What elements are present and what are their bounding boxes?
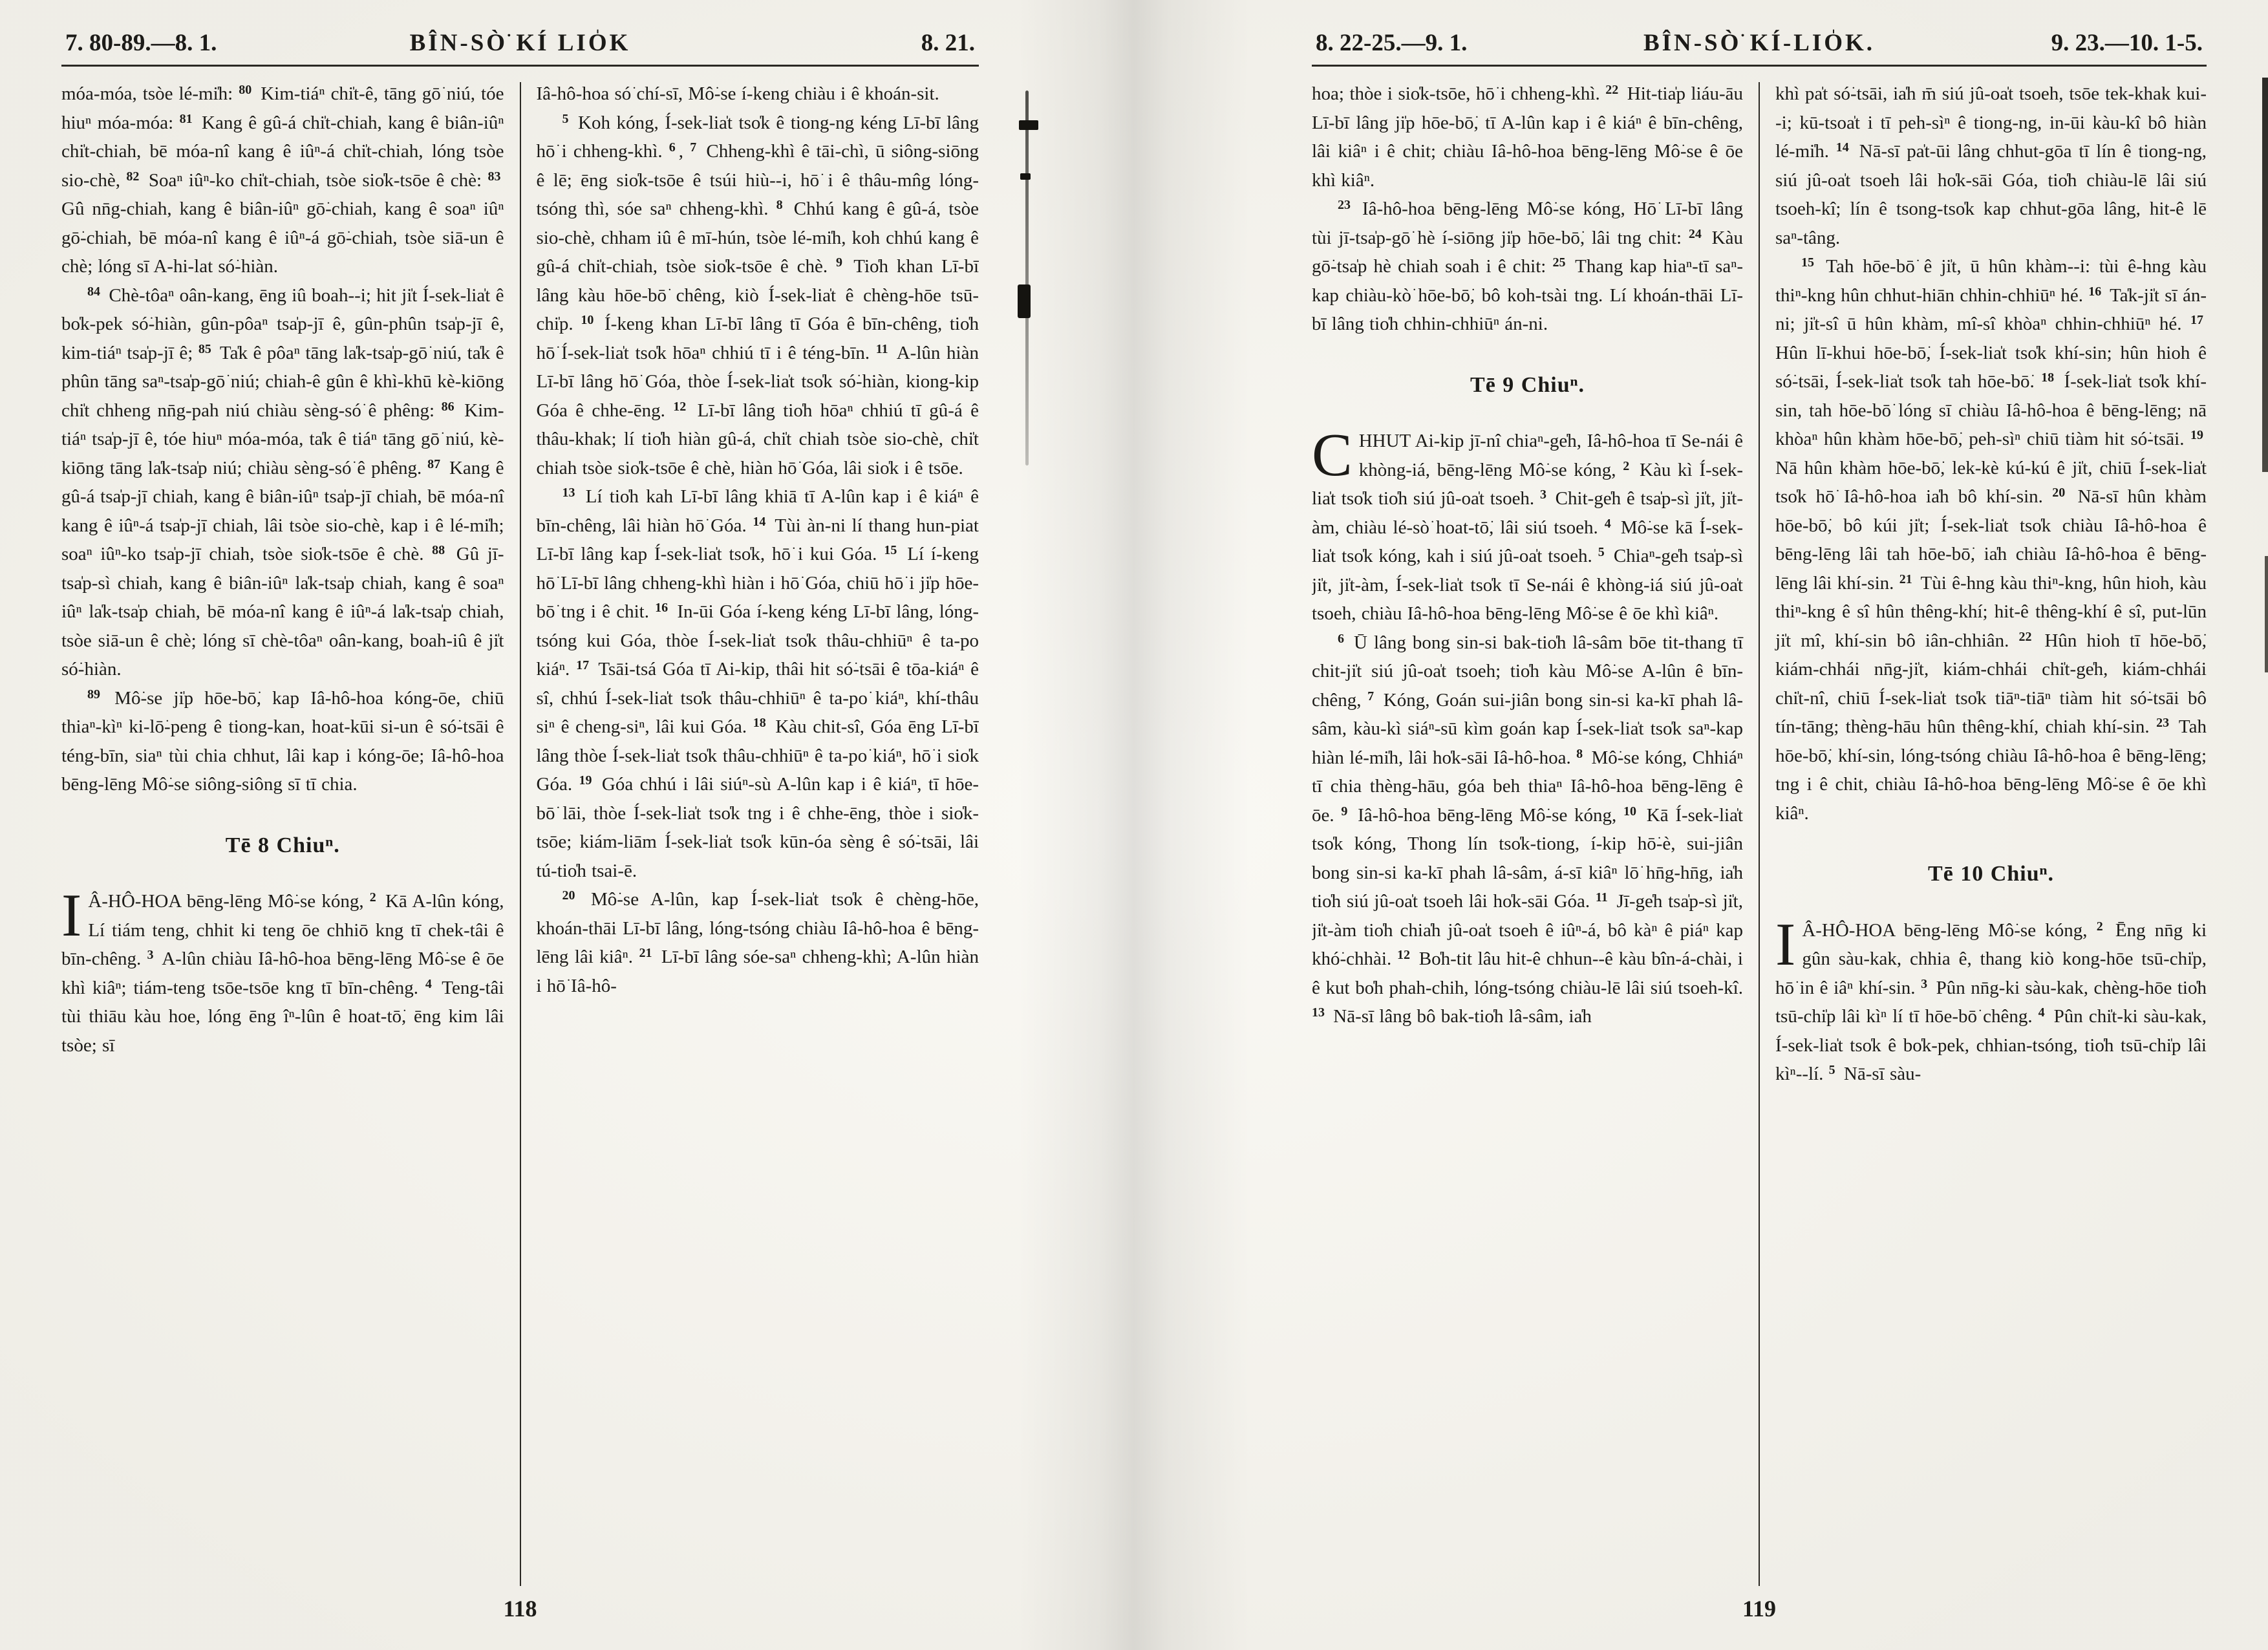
verse-number: 3	[1539, 488, 1546, 502]
chapter-heading: Tē 10 Chiuⁿ.	[1928, 862, 2054, 886]
page-body	[61, 80, 979, 1586]
scan-artifact	[1018, 284, 1031, 318]
binding-crease	[1025, 91, 1029, 466]
paragraph: $^{84}$ Chè-tôaⁿ oân-kang, ēng iû boah--i; hit ji̍t Í-sek-lia̍t ê bo̍k-pek só͘-hiàn, gûn-pôaⁿ tsa̍p-jī ê, gûn-phûn tsa̍p-jī ê, kim-tiáⁿ tsa̍p-jī ê; $^{85}$ Ta̍k ê pôaⁿ tāng la̍k-tsa̍p-gō͘ niú, ta̍k ê phûn tāng saⁿ-tsa̍p-gō͘ niú; chiah-ê gûn ê khì-khū kè-kiōng chi̍t chheng nn̄g-pah niú chiàu sèng-só͘ ê phêng: $^{86}$ Kim-tiáⁿ tsa̍p-jī ê, tóe hiuⁿ móa-móa, ta̍k ê tiáⁿ tāng gō͘ niú, kè-kiōng tāng la̍k-tsa̍p niú; chiàu sèng-só͘ ê phêng. $^{87}$ Kang ê gû-á tsa̍p-jī chiah, kang ê biân-iûⁿ tsa̍p-jī chiah, bē móa-nî kang ê iûⁿ-á tsa̍p-jī chiah, lâi tsòe sio-chè, kap i ê lé-mi̍h; soaⁿ iûⁿ-ko tsa̍p-jī chiah, tsòe sio̍k-tsōe ê chè. $^{88}$ Gû jī-tsa̍p-sì chiah, kang ê biân-iûⁿ la̍k-tsa̍p chiah, kang ê soaⁿ iûⁿ la̍k-tsa̍p chiah, bē móa-nî kang ê iûⁿ-á la̍k-tsa̍p chiah, tsòe siā-un ê chè; lóng sī chè-tôaⁿ oân-kang, boah-iû ê ji̍t só͘-hiàn.	[61, 284, 504, 680]
verse-number: 3	[1921, 976, 1928, 991]
paragraph: $^{20}$ Mô͘-se A-lûn, kap Í-sek-lia̍t tso̍k ê chèng-hōe, khoán-thāi Lī-bī lâng, lóng-tsóng chiàu Iâ-hô-hoa ê bēng-lēng lâi kiâⁿ. $^{21}$ Lī-bī lâng sóe-saⁿ chheng-khì; A-lûn hiàn i hō͘ Iâ-hô-	[536, 888, 979, 996]
text-column-left	[1312, 80, 1743, 1586]
verse-number: 20	[2052, 486, 2066, 500]
verse-number: 24	[1688, 226, 1702, 241]
verse-number: 8	[776, 198, 783, 212]
verse-number: 25	[1552, 255, 1566, 270]
verse-number: 23	[1338, 198, 1351, 212]
verse-number: 16	[2088, 284, 2102, 299]
verse-number: 6	[669, 140, 676, 155]
chapter-heading: Tē 8 Chiuⁿ.	[225, 833, 340, 857]
drop-cap: C	[1312, 422, 1353, 489]
verse-number: 14	[753, 514, 766, 529]
drop-cap: I	[61, 882, 82, 949]
verse-number: 9	[835, 255, 842, 270]
chapter-heading: Tē 9 Chiuⁿ.	[1470, 372, 1585, 397]
paragraph: $^{13}$ Lí tio̍h kah Lī-bī lâng khiā tī A-lûn kap i ê kiáⁿ ê bīn-chêng, lâi hiàn hō͘ Góa. $^{14}$ Tùi àn-ni lí thang hun-piat Lī-bī lâng kap Í-sek-lia̍t tso̍k, hō͘ i kui Góa. $^{15}$ Lí í-keng hō͘ Lī-bī lâng chheng-khì hiàn i hō͘ Góa, chiū hō͘ i ji̍p hōe-bō͘ tng i ê chit. $^{16}$ In-ūi Góa í-keng kéng Lī-bī lâng, lóng-tsóng kui Góa, thòe Í-sek-lia̍t tso̍k thâu-chhiūⁿ ê ta-po͘ kiáⁿ. $^{17}$ Tsāi-tsá Góa tī Ai-kip, thâi hit só͘-tsāi ê tōa-kiáⁿ ê sî, chhú Í-sek-lia̍t tso̍k thâu-chhiūⁿ ê ta-po͘ kiáⁿ, khí-thâu siⁿ ê cheng-siⁿ, lâi kui Góa. $^{18}$ Kàu chit-sî, Góa ēng Lī-bī lâng thòe Í-sek-lia̍t tso̍k thâu-chhiūⁿ ê ta-po͘ kiáⁿ, hō͘ i sio̍k Góa. $^{19}$ Góa chhú i lâi siúⁿ-sù A-lûn kap i ê kiáⁿ, tī hōe-bō͘ lāi, thòe Í-sek-lia̍t tso̍k tng i ê chhe-ēng, thòe i sio̍k-tsōe; kiám-liām Í-sek-lia̍t tso̍k kūn-óa sèng ê só͘-tsāi, lâi tú-tio̍h tsai-ē.	[536, 486, 979, 881]
verse-number: 22	[2018, 629, 2032, 644]
page-header	[61, 30, 979, 67]
verse-number: 18	[753, 716, 766, 730]
book-title: BÎN-SÒ͘ KÍ-LIO̍K.	[1643, 30, 1876, 56]
verse-number: 11	[1595, 890, 1608, 905]
paragraph: khì pa̍t só͘-tsāi, ia̍h m̄ siú jû-oa̍t tsoeh, tsōe tek-khak kui--i; kū-tsoa̍t i tī peh-sìⁿ ê tiong-ng, in-ūi kàu-kî bô hiàn lé-mi̍h. $^{14}$ Nā-sī pa̍t-ūi lâng chhut-gōa tī lín ê tiong-ng, siú jû-oa̍t tsoeh lâi ho̍k-sāi Góa, tio̍h chiàu-lē lâi siú tsoeh-kî; lín ê tsong-tso̍k kap chhut-gōa lâng, hit-ê lē saⁿ-tâng.	[1775, 83, 2207, 248]
verse-number: 86	[441, 399, 455, 414]
verse-number: 22	[1605, 83, 1619, 97]
paragraph: $^{15}$ Tah hōe-bō͘ ê ji̍t, ū hûn khàm--i: tùi ê-hng kàu thiⁿ-kng hûn chhut-hiān chhin-chhiūⁿ hé. $^{16}$ Ta̍k-ji̍t sī án-ni; ji̍t-sî ū hûn khàm, mî-sî khòaⁿ chhin-chhiūⁿ hé. $^{17}$ Hûn lī-khui hōe-bō͘, Í-sek-lia̍t tso̍k khí-sin; hûn hioh ê só͘-tsāi, Í-sek-lia̍t tso̍k tah hōe-bō͘. $^{18}$ Í-sek-lia̍t tso̍k khí-sin, tah hōe-bō͘ lóng sī chiàu Iâ-hô-hoa ê bēng-lēng; nā khòaⁿ hûn khàm hōe-bō͘, peh-sìⁿ chiū tiàm hit só͘-tsāi. $^{19}$ Nā hûn khàm hōe-bō͘, lek-kè kú-kú ê ji̍t, chiū Í-sek-lia̍t tso̍k hō͘ Iâ-hô-hoa ia̍h bô khí-sin. $^{20}$ Nā-sī hûn khàm hōe-bō͘, bô kúi ji̍t; Í-sek-lia̍t tso̍k chiàu Iâ-hô-hoa ê bēng-lēng lâi tah hōe-bō͘, ia̍h chiàu Iâ-hô-hoa ê bēng-lēng lâi khí-sin. $^{21}$ Tùi ê-hng kàu thiⁿ-kng, hûn hioh, kàu thiⁿ-kng ê sî hûn thêng-khí; hit-ê thêng-khí ê sî, put-lūn ji̍t mî, khí-sin bô iân-chhiân. $^{22}$ Hûn hioh tī hōe-bō͘, kiám-chhái nn̄g-ji̍t, kiám-chhái chi̍t-ge̍h, kiám-chhái chi̍t-nî, chiū Í-sek-lia̍t tso̍k tiāⁿ-tiāⁿ tiàm hit só͘-tsāi bô tín-tāng; thèng-hāu hûn thêng-khí, chiah khí-sin. $^{23}$ Tah hōe-bō͘, khí-sin, lóng-tsóng chiàu Iâ-hô-hoa ê bēng-lēng; tng i ê chit, chiàu Iâ-hô-hoa bēng-lēng Mô͘-se ê ōe khì kiâⁿ.	[1775, 255, 2207, 824]
paragraph: $^{23}$ Iâ-hô-hoa bēng-lēng Mô͘-se kóng, Hō͘ Lī-bī lâng tùi jī-tsa̍p-gō͘ hè í-siōng ji̍p hōe-bō͘, lâi tng chit: $^{24}$ Kàu gō͘-tsa̍p hè chiah soah i ê chit: $^{25}$ Thang kap hiaⁿ-tī saⁿ-kap chiàu-kò͘ hōe-bō͘, bô koh-tsài tng. Lí khoán-thāi Lī-bī lâng tio̍h chhin-chhiūⁿ án-ni.	[1312, 198, 1743, 334]
paragraph: $^{89}$ Mô͘-se ji̍p hōe-bō͘, kap Iâ-hô-hoa kóng-ōe, chiū thiaⁿ-kìⁿ ki-lō͘-peng ê tiong-kan, hoat-kūi si-un ê só͘-tsāi ê téng-bīn, siaⁿ tùi chia chhut, lâi kap i kóng-ōe; Iâ-hô-hoa bēng-lēng Mô͘-se siông-siông sī tī chia.	[61, 687, 504, 795]
verse-number: 4	[2038, 1005, 2045, 1020]
verse-number: 17	[2190, 313, 2203, 327]
page-119	[1250, 0, 2268, 1650]
verse-number: 2	[369, 890, 376, 905]
verse-number: 23	[2156, 716, 2170, 730]
verse-number: 21	[1899, 572, 1912, 586]
scan-edge-artifact	[2265, 556, 2268, 672]
verse-number: 21	[639, 946, 652, 960]
verse-number: 82	[126, 169, 140, 184]
verse-number: 5	[562, 111, 569, 126]
verse-number: 12	[673, 399, 687, 414]
page-body	[1312, 80, 2207, 1586]
verse-number: 85	[198, 341, 211, 356]
book-gutter	[1018, 0, 1250, 1650]
verse-number: 7	[690, 140, 697, 155]
book-title: BÎN-SÒ͘ KÍ LIO̍K	[409, 30, 631, 56]
verse-number: 14	[1835, 140, 1849, 155]
paragraph: $^6$ Ū lâng bong sin-si bak-tio̍h lâ-sâm bōe tit-thang tī chit-ji̍t siú jû-oa̍t tsoeh; tio̍h kàu Mô͘-se A-lûn ê bīn-chêng, $^7$ Kóng, Goán sui-jiân bong sin-si ka-kī phah lâ-sâm, kàu-kì siáⁿ-sū kìm goán kap Í-sek-lia̍t tso̍k saⁿ-kap hiàn lé-mi̍h, lâi ho̍k-sāi Iâ-hô-hoa. $^8$ Mô͘-se kóng, Chhiáⁿ tī chia thèng-hāu, góa beh thiaⁿ Iâ-hô-hoa bēng-lēng ê ōe. $^9$ Iâ-hô-hoa bēng-lēng Mô͘-se kóng, $^{10}$ Kā Í-sek-lia̍t tso̍k kóng, Thong lín tso̍k-tiong, í-kip hō͘-è, sui-jiân bong sin-si ka-kī phah lâ-sâm, á-sī kiâⁿ lō͘ hn̄g-hn̄g, ia̍h tio̍h siú jû-oa̍t tsoeh lâi ho̍k-sāi Góa. $^{11}$ Jī-ge̍h tsa̍p-sì ji̍t, ji̍t-àm tio̍h chia̍h jû-oa̍t tsoeh ê iûⁿ-á, bô kàⁿ ê piáⁿ kap khó͘-chhài. $^{12}$ Bo̍h-tit lâu hit-ê chhun--ê kàu bîn-á-chài, i ê kut bo̍h phah-chih, lóng-tsóng chiàu-lē lâi siú tsoeh-kî. $^{13}$ Nā-sī lâng bô bak-tio̍h lâ-sâm, ia̍h	[1312, 631, 1744, 1027]
verse-number: 4	[1604, 516, 1611, 531]
paragraph: hoa; thòe i sio̍k-tsōe, hō͘ i chheng-khì. $^{22}$ Hit-tia̍p liáu-āu Lī-bī lâng ji̍p hōe-bō͘, tī A-lûn kap i ê kiáⁿ ê bīn-chêng, lâi kiâⁿ i ê chit; chiàu Iâ-hô-hoa bēng-lēng Mô͘-se ê ōe khì kiâⁿ.	[1312, 83, 1743, 191]
verse-number: 10	[581, 313, 594, 327]
header-verse-ref-left: 8. 22-25.—9. 1.	[1316, 30, 1468, 56]
verse-number: 8	[1576, 746, 1583, 761]
verse-number: 88	[432, 543, 445, 557]
verse-number: 13	[562, 486, 575, 500]
page-header	[1312, 30, 2207, 67]
scan-artifact	[1020, 173, 1031, 180]
text-column-right	[537, 80, 979, 1586]
text-column-left	[61, 80, 504, 1586]
verse-number: 17	[576, 658, 590, 672]
paragraph: $^5$ Koh kóng, Í-sek-lia̍t tso̍k ê tiong-ng kéng Lī-bī lâng hō͘ i chheng-khì. $^6$ , $^7$ Chheng-khì ê tāi-chì, ū siông-siōng ê lē; ēng sio̍k-tsōe ê tsúi hiù--i, hō͘ i ê thâu-mn̂g lóng-tsóng thì, sóe saⁿ chheng-khì. $^8$ Chhú kang ê gû-á, tsòe sio-chè, chham iû ê mī-hún, tsòe lé-mi̍h, koh chhú kang ê gû-á chi̍t-chiah, tsòe sio̍k-tsōe ê chè. $^9$ Tio̍h khan Lī-bī lâng kàu hōe-bō͘ chêng, kiò Í-sek-lia̍t ê chèng-hōe tsū-chi̍p. $^{10}$ Í-keng khan Lī-bī lâng tī Góa ê bīn-chêng, tio̍h hō͘ Í-sek-lia̍t tso̍k hōaⁿ chhiú tī i ê téng-bīn. $^{11}$ A-lûn hiàn Lī-bī lâng hō͘ Góa, thòe Í-sek-lia̍t tso̍k só͘-hiàn, kiong-kip Góa ê chhe-ēng. $^{12}$ Lī-bī lâng tio̍h hōaⁿ chhiú tī gû-á ê thâu-khak; lí tio̍h hiàn gû-á, chi̍t chiah tsòe sio-chè, chi̍t chiah tsòe sio̍k-tsōe ê chè, hiàn hō͘ Góa, lâi sio̍k i ê tsōe.	[536, 111, 979, 478]
paragraph: I Â-HÔ-HOA bēng-lēng Mô͘-se kóng, $^2$ Kā A-lûn kóng, Lí tiám teng, chhit ki teng ōe chhiō kng tī chek-tâi ê bīn-chêng. $^3$ A-lûn chiàu Iâ-hô-hoa bēng-lēng Mô͘-se ê ōe khì kiâⁿ; tiám-teng tsōe-tsōe kng tī bīn-chêng. $^4$ Teng-tâi tùi thiāu kàu hoe, lóng ēng îⁿ-lûn ê hoat-tō͘, ēng kim lâi tsòe; sī	[61, 882, 504, 1056]
column-divider	[1759, 82, 1760, 1586]
page-118	[0, 0, 1018, 1650]
paragraph: móa-móa, tsòe lé-mi̍h: $^{80}$ Kim-tiáⁿ chi̍t-ê, tāng gō͘ niú, tóe hiuⁿ móa-móa: $^{81}$ Kang ê gû-á chi̍t-chiah, kang ê biân-iûⁿ chi̍t-chiah, bē móa-nî kang ê iûⁿ-á chi̍t-chiah, lóng tsòe sio-chè, $^{82}$ Soaⁿ iûⁿ-ko chi̍t-chiah, tsòe sio̍k-tsōe ê chè: $^{83}$ Gû nn̄g-chiah, kang ê biân-iûⁿ gō͘-chiah, kang ê soaⁿ iûⁿ gō͘-chiah, bē móa-nî kang ê iûⁿ-á gō͘-chiah, tsòe siā-un ê chè; lóng sī A-hi-lat só͘-hiàn.	[61, 83, 504, 277]
page-number: 119	[1742, 1596, 1776, 1622]
paragraph: Iâ-hô-hoa só͘ chí-sī, Mô͘-se í-keng chiàu i ê khoán-sit.	[536, 83, 939, 104]
verse-number: 80	[239, 83, 252, 97]
verse-number: 89	[87, 687, 100, 702]
scan-artifact	[1019, 120, 1038, 130]
column-divider	[520, 82, 521, 1586]
header-verse-ref-right: 9. 23.—10. 1-5.	[2051, 30, 2203, 56]
paragraph: I Â-HÔ-HOA bēng-lēng Mô͘-se kóng, $^2$ Ēng nn̄g ki gûn sàu-kak, chhia ê, thang kiò kong-hōe tsū-chi̍p, hō͘ in ê iâⁿ khí-sin. $^3$ Pûn nn̄g-ki sàu-kak, chèng-hōe tio̍h tsū-chi̍p lâi kìⁿ lí tī hōe-bō͘ chêng. $^4$ Pûn chi̍t-ki sàu-kak, Í-sek-lia̍t tso̍k ê bo̍k-pek, chhian-tsóng, tio̍h tsū-chi̍p lâi kìⁿ--lí. $^5$ Nā-sī sàu-	[1775, 910, 2207, 1084]
verse-number: 13	[1312, 1005, 1325, 1020]
verse-number: 20	[562, 888, 575, 903]
verse-number: 16	[655, 601, 669, 615]
verse-number: 5	[1598, 545, 1605, 559]
verse-number: 7	[1367, 689, 1375, 703]
verse-number: 2	[2096, 919, 2103, 934]
verse-number: 87	[427, 456, 441, 471]
verse-number: 19	[579, 773, 592, 788]
verse-number: 3	[147, 948, 154, 962]
verse-number: 5	[1828, 1063, 1835, 1077]
verse-number: 81	[179, 111, 193, 126]
paragraph: CHHUT Ai-kip jī-nî chiaⁿ-ge̍h, Iâ-hô-hoa tī Se-nái ê khòng-iá, bēng-lēng Mô͘-se kóng, $^2$ Kàu kì Í-sek-lia̍t tso̍k tio̍h siú jû-oa̍t tsoeh. $^3$ Chit-ge̍h ê tsa̍p-sì ji̍t, ji̍t-àm, chiàu lé-sò͘ hoat-tō͘, lâi siú tsoeh. $^4$ Mô͘-se kā Í-sek-lia̍t tso̍k kóng, kah i siú jû-oa̍t tsoeh. $^5$ Chiaⁿ-ge̍h tsa̍p-sì ji̍t, ji̍t-àm, Í-sek-lia̍t tso̍k tī Se-nái ê khòng-iá siú jû-oa̍t tsoeh, chiàu Iâ-hô-hoa bēng-lēng Mô͘-se ê ōe khì kiâⁿ.	[1312, 422, 1743, 624]
verse-number: 4	[425, 976, 432, 991]
verse-number: 84	[87, 284, 100, 299]
verse-number: 6	[1338, 631, 1344, 646]
scan-edge-artifact	[2262, 78, 2268, 472]
verse-number: 83	[487, 169, 501, 184]
drop-cap: I	[1775, 910, 1796, 978]
header-verse-ref-right: 8. 21.	[921, 30, 975, 56]
header-verse-ref-left: 7. 80-89.—8. 1.	[65, 30, 217, 56]
text-column-right	[1775, 80, 2207, 1586]
verse-number: 12	[1397, 948, 1410, 962]
verse-number: 9	[1341, 804, 1348, 819]
page-number: 118	[503, 1596, 537, 1622]
verse-number: 15	[884, 543, 897, 557]
verse-number: 11	[875, 341, 888, 356]
verse-number: 10	[1623, 804, 1637, 819]
verse-number: 15	[1801, 255, 1814, 270]
verse-number: 2	[1623, 458, 1630, 473]
verse-number: 19	[2190, 428, 2203, 442]
verse-number: 18	[2041, 370, 2055, 385]
